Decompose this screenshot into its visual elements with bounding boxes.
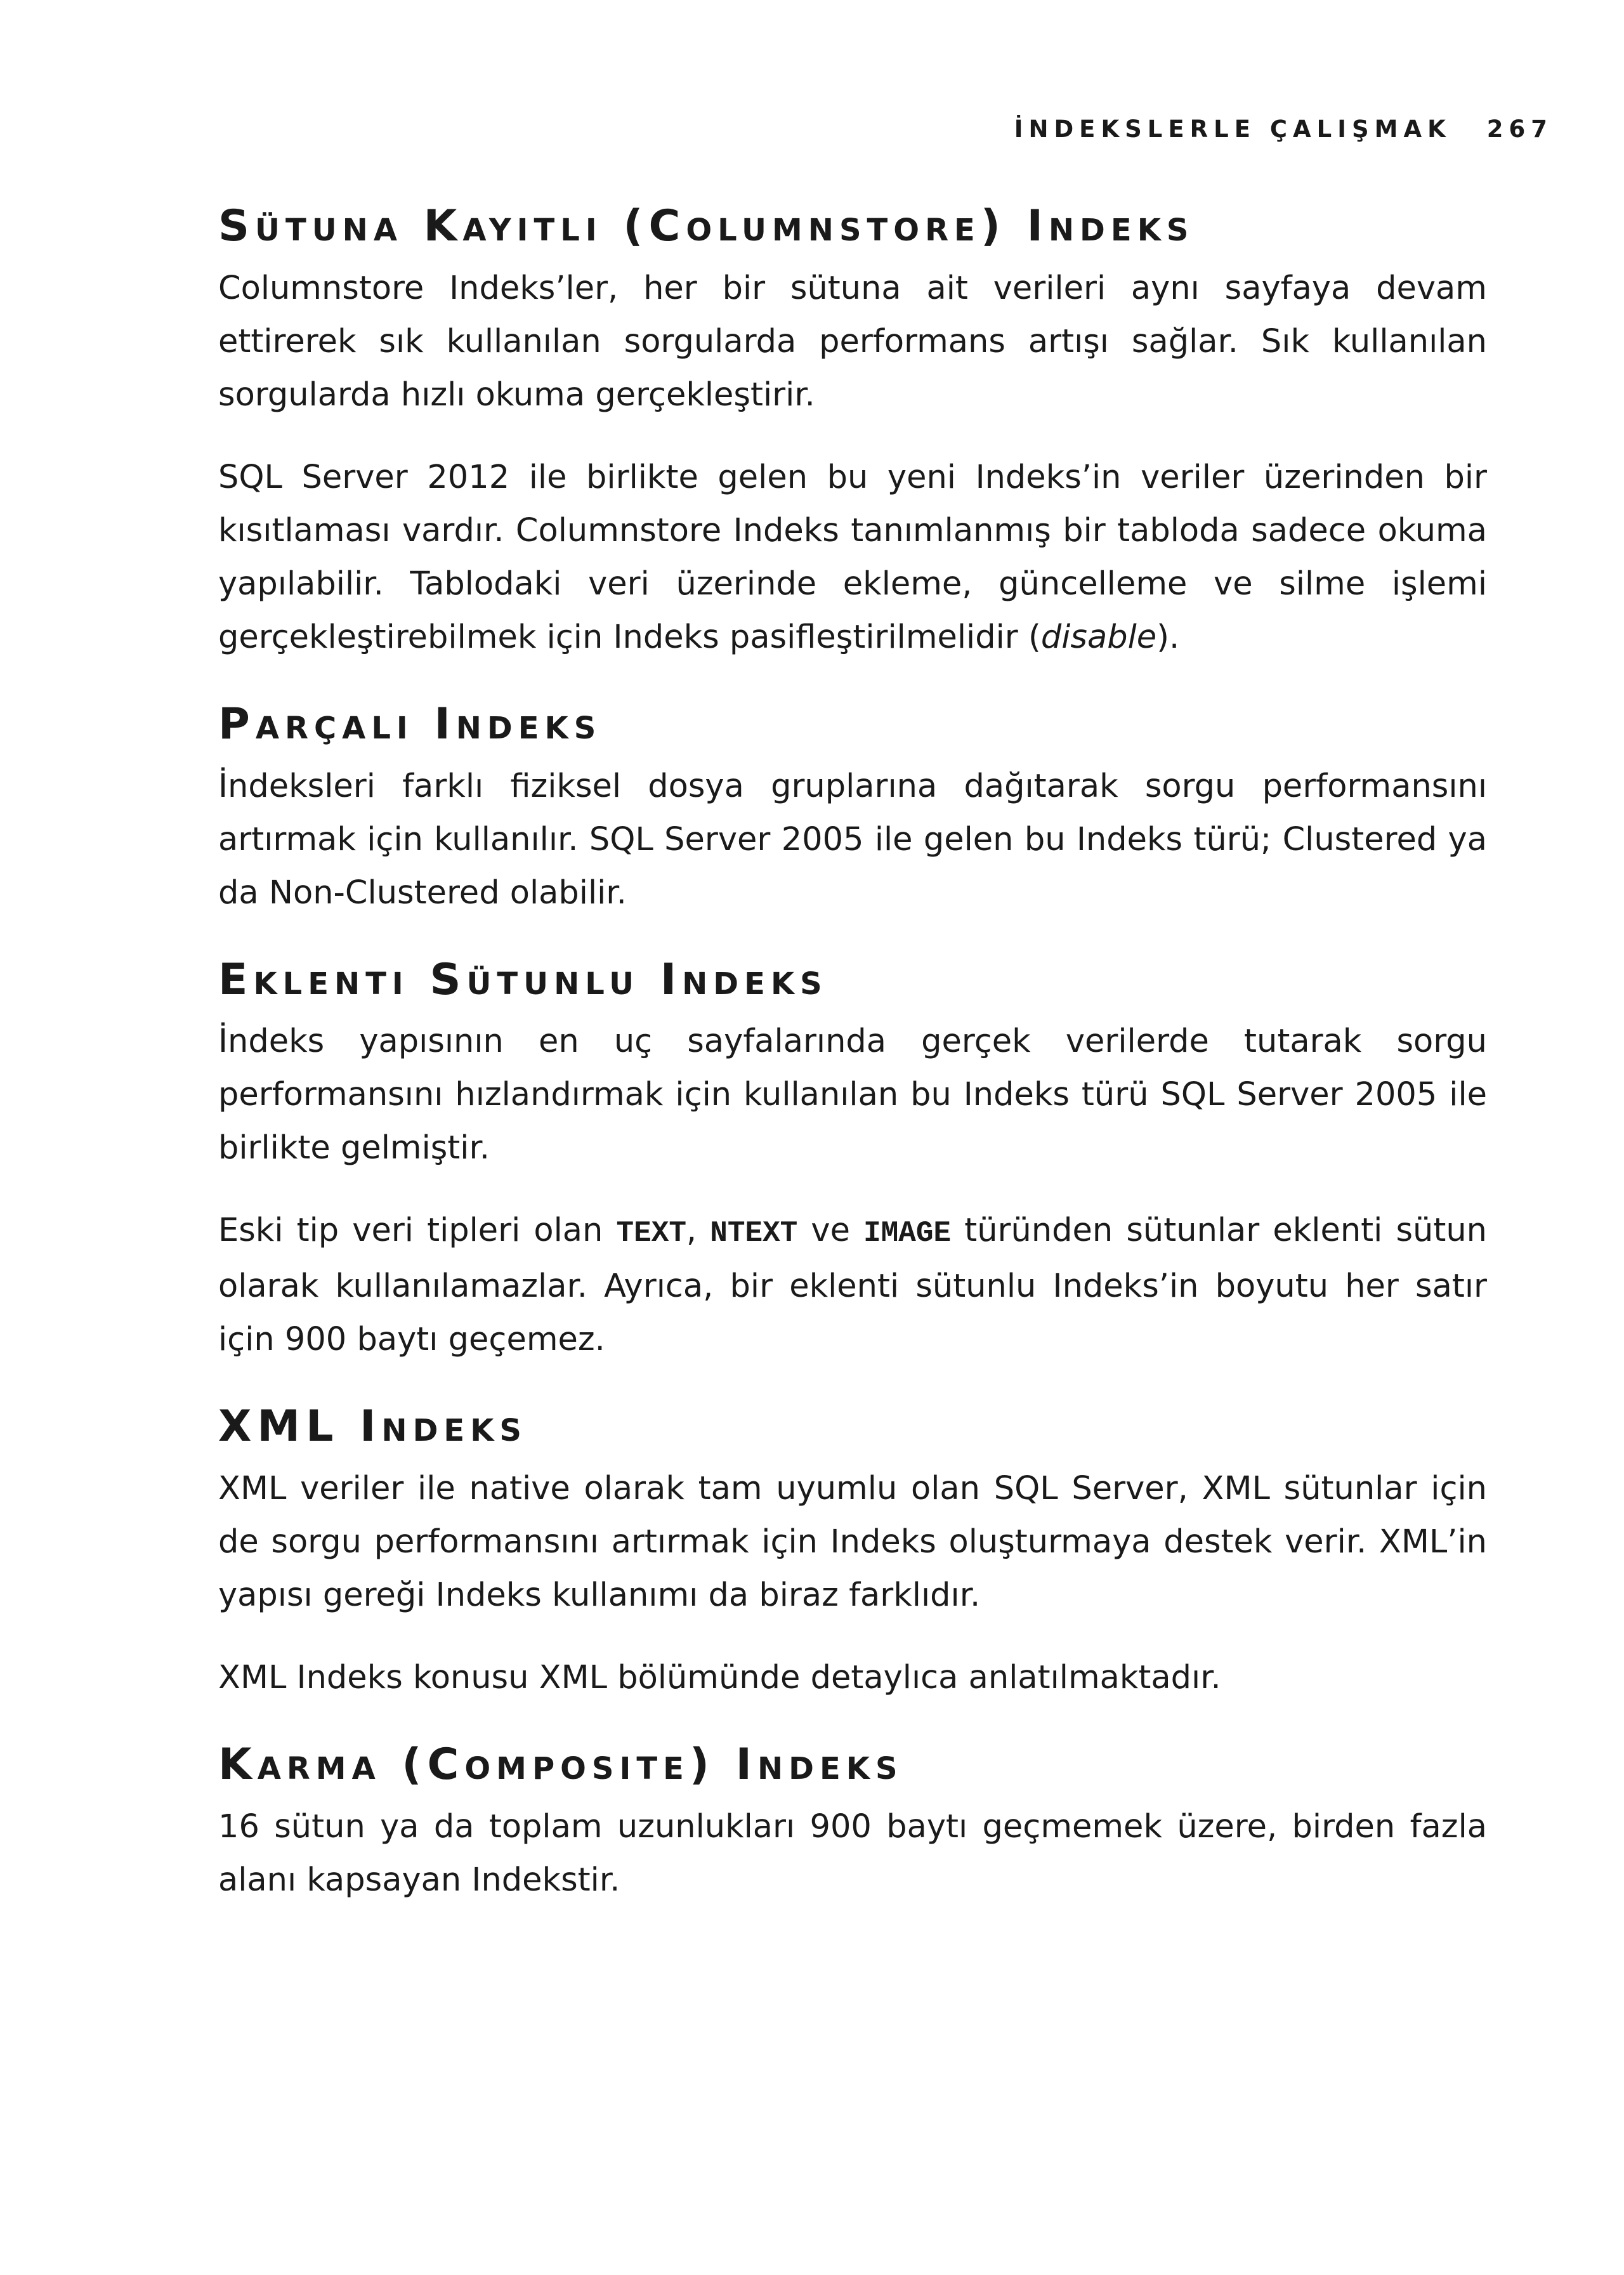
section-title-xml: XML Indeks bbox=[218, 1401, 527, 1452]
section-composite bbox=[218, 1741, 1487, 1907]
paragraph: İndeksleri farklı fiziksel dosya gruplarına dağıtarak sorgu performansını artırmak için kullanılır. SQL Server 2005 ile gelen bu Indeks türü; Clustered ya da Non-Clustered olabilir. bbox=[218, 767, 1487, 912]
code-term: NTEXT bbox=[710, 1217, 798, 1250]
text-span: Eski tip veri tipleri olan bbox=[218, 1212, 617, 1250]
section-title-partitioned: Parçalı Indeks bbox=[218, 698, 602, 749]
code-term: IMAGE bbox=[863, 1217, 952, 1250]
text-span: türünden sütunlar eklenti sütun olarak kullanılamazlar. Ayrıca, bir eklenti sütunlu Indeks’in boyutu her satır için 900 baytı geçemez. bbox=[218, 1212, 1487, 1359]
section-title-included: Eklenti Sütunlu Indeks bbox=[218, 954, 828, 1005]
text-span: ). bbox=[1156, 618, 1180, 656]
paragraph: XML veriler ile native olarak tam uyumlu olan SQL Server, XML sütunlar için de sorgu performansını artırmak için Indeks oluşturmaya destek verir. XML’in yapısı gereği Indeks kullanımı da biraz farklıdır. bbox=[218, 1470, 1487, 1615]
running-header bbox=[1014, 115, 1553, 143]
page-body bbox=[218, 203, 1487, 1944]
text-span: ve bbox=[797, 1212, 864, 1250]
section-columnstore bbox=[218, 203, 1487, 664]
section-title-composite: Karma (Composite) Indeks bbox=[218, 1740, 903, 1790]
section-partitioned bbox=[218, 698, 1487, 920]
section-title-columnstore: Sütuna Kayıtlı (Columnstore) Indeks bbox=[218, 201, 1195, 251]
text-span: SQL Server 2012 ile birlikte gelen bu yeni Indeks’in veriler üzerinden bir kısıtlaması vardır. Columnstore Indeks tanımlanmış bir tabloda sadece okuma yapılabilir. Tablodaki veri üzerinde ekleme, güncelleme ve silme işlemi gerçekleştirebilmek için Indeks pasifleştirilmelidir ( bbox=[218, 458, 1487, 656]
page-number: 267 bbox=[1486, 115, 1553, 143]
section-xml bbox=[218, 1403, 1487, 1705]
paragraph bbox=[218, 451, 1487, 664]
paragraph bbox=[218, 1204, 1487, 1367]
code-term: TEXT bbox=[616, 1217, 686, 1250]
paragraph: XML Indeks konusu XML bölümünde detaylıca anlatılmaktadır. bbox=[218, 1659, 1221, 1697]
paragraph: İndeks yapısının en uç sayfalarında gerçek verilerde tutarak sorgu performansını hızlandırmak için kullanılan bu Indeks türü SQL Server 2005 ile birlikte gelmiştir. bbox=[218, 1023, 1487, 1167]
chapter-title: İNDEKSLERLE ÇALIŞMAK bbox=[1014, 115, 1451, 143]
italic-term: disable bbox=[1040, 618, 1157, 656]
section-included bbox=[218, 954, 1487, 1367]
paragraph: 16 sütun ya da toplam uzunlukları 900 baytı geçmemek üzere, birden fazla alanı kapsayan Indekstir. bbox=[218, 1807, 1487, 1899]
paragraph: Columnstore Indeks’ler, her bir sütuna ait verileri aynı sayfaya devam ettirerek sık kullanılan sorgularda performans artışı sağlar. Sık kullanılan sorgularda hızlı okuma gerçekleştirir. bbox=[218, 269, 1487, 414]
text-span: , bbox=[686, 1212, 710, 1250]
